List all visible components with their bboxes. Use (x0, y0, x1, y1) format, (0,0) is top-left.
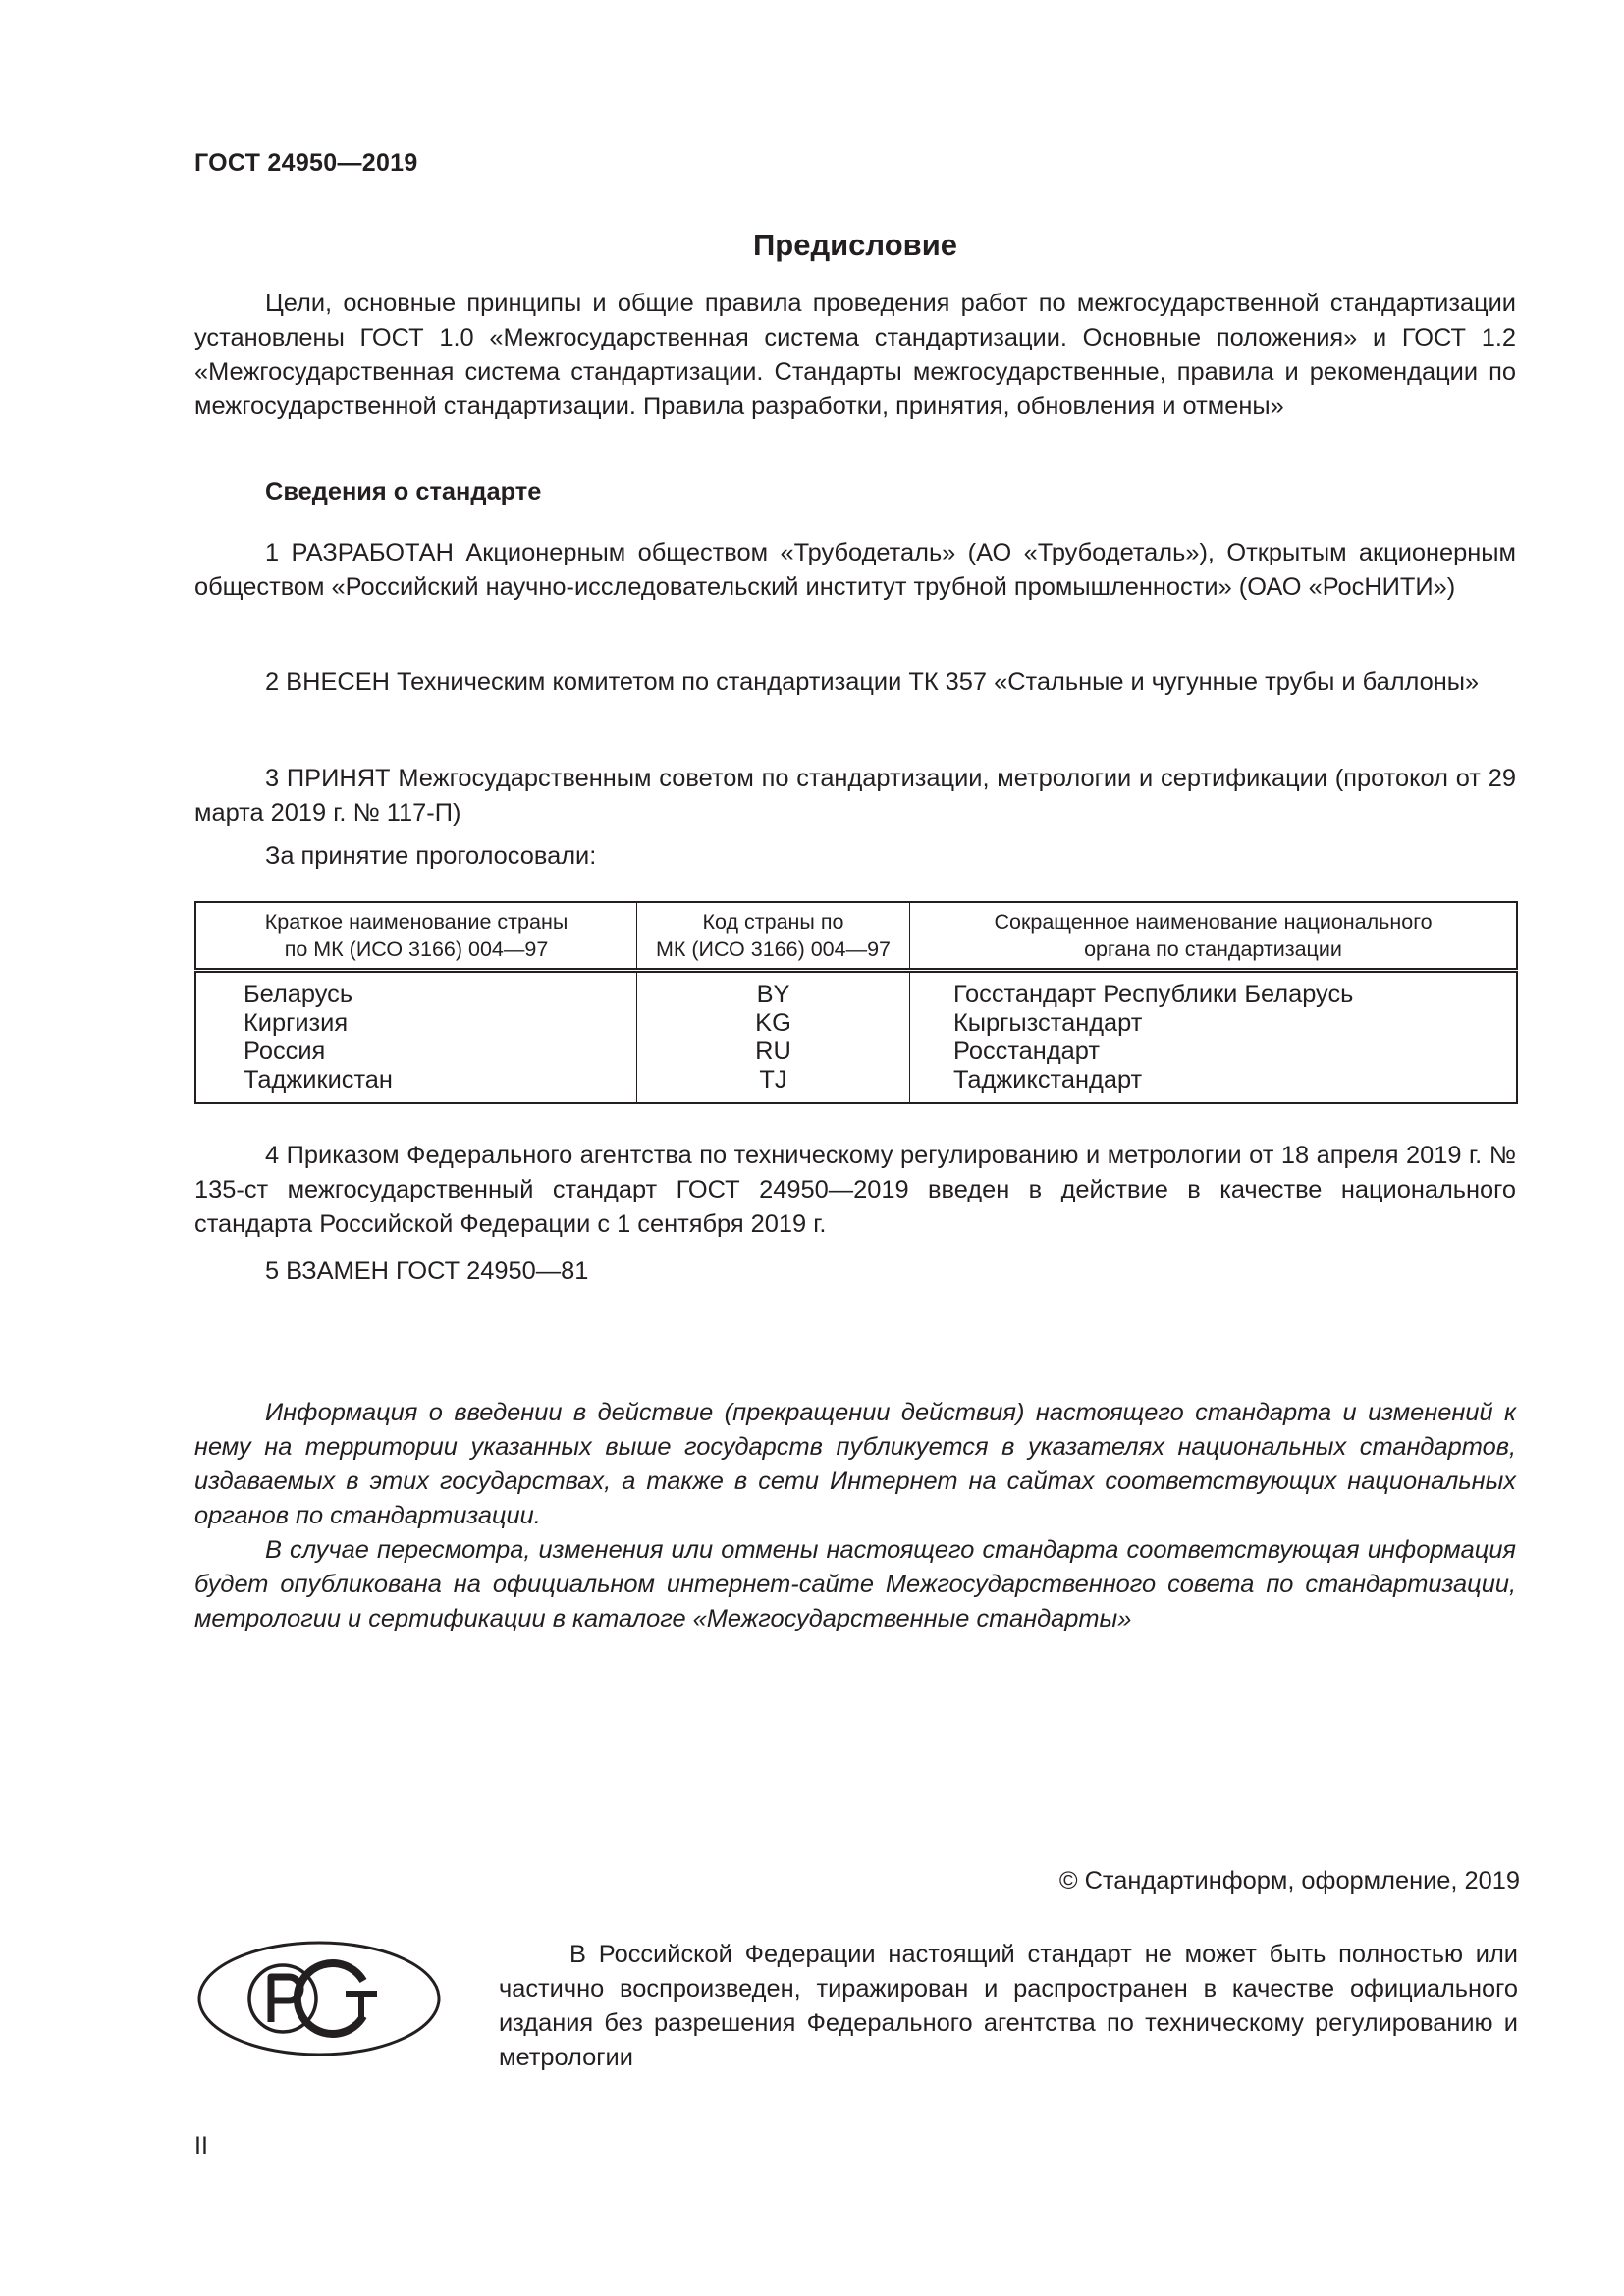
table-header-row (195, 902, 1517, 971)
body-cell: Росстандарт (953, 1038, 1100, 1065)
code-cell: KG (755, 1009, 791, 1037)
header-body-line2: органа по стандартизации (1084, 937, 1342, 961)
header-country-line2: по МК (ИСО 3166) 004—97 (284, 937, 549, 961)
table-row (195, 971, 1517, 1104)
intro-paragraph: Цели, основные принципы и общие правила проведения работ по межгосударственной стандартизации установлены ГОСТ 1.0 «Межгосударственная система стандартизации. Основные положения» и ГОСТ 1.2 «Межгосударственная система стандартизации. Стандарты межгосударственные, правила и рекомендации по межгосударственной стандартизации. Правила разработки, принятия, обновления и отмены» (194, 290, 1516, 420)
pst-certification-mark-icon (196, 1940, 442, 2057)
body-cell: Таджикстандарт (953, 1066, 1143, 1094)
header-code-line2: МК (ИСО 3166) 004—97 (655, 937, 892, 961)
code-column (637, 971, 910, 1104)
member-states-table (194, 901, 1518, 1104)
item-replaces: 5 ВЗАМЕН ГОСТ 24950—81 (265, 1257, 589, 1285)
item-order: 4 Приказом Федерального агентства по техническому регулированию и метрологии от 18 апреля 2019 г. № 135-ст межгосударственный стандарт ГОСТ 24950—2019 введен в действие в качестве национального стандарта Российской Федерации с 1 сентября 2019 г. (194, 1142, 1516, 1238)
header-country (195, 902, 637, 971)
body-cell: Госстандарт Республики Беларусь (953, 981, 1354, 1008)
item-developed: 1 РАЗРАБОТАН Акционерным обществом «Трубодеталь» (АО «Трубодеталь»), Открытым акционерным обществом «Российский научно-исследовательский институт трубной промышленности» (ОАО «РосНИТИ») (194, 539, 1516, 601)
voted-label: За принятие проголосовали: (265, 842, 597, 870)
code-cell: BY (756, 981, 790, 1008)
item-introduced: 2 ВНЕСЕН Техническим комитетом по стандартизации ТК 357 «Стальные и чугунные трубы и баллоны» (265, 668, 1480, 696)
country-cell: Таджикистан (244, 1066, 393, 1094)
header-body-line1: Сокращенное наименование национального (994, 910, 1433, 934)
body-cell: Кыргызстандарт (953, 1009, 1143, 1037)
standard-code: ГОСТ 24950—2019 (194, 149, 418, 177)
copyright: © Стандартинформ, оформление, 2019 (1058, 1867, 1520, 1895)
header-country-line1: Краткое наименование страны (264, 910, 568, 934)
rights-notice: В Российской Федерации настоящий стандарт не может быть полностью или частично воспроизведен, тиражирован и распространен в качестве официального издания без разрешения Федерального агентства по техническому регулированию и метрологии (499, 1941, 1518, 2071)
info-heading: Сведения о стандарте (265, 478, 542, 506)
item-adopted: 3 ПРИНЯТ Межгосударственным советом по стандартизации, метрологии и сертификации (протокол от 29 марта 2019 г. № 117-П) (194, 765, 1516, 827)
code-cell: RU (755, 1038, 791, 1065)
notice-paragraph-1: Информация о введении в действие (прекращении действия) настоящего стандарта и изменений к нему на территории указанных выше государств публикуется в указателях национальных стандартов, издаваемых в этих государствах, а также в сети Интернет на сайтах соответствующих национальных органов по стандартизации. (194, 1399, 1516, 1529)
header-code (637, 902, 910, 971)
country-cell: Киргизия (244, 1009, 349, 1037)
page-number: II (194, 2132, 208, 2160)
notice-paragraph-2: В случае пересмотра, изменения или отмены настоящего стандарта соответствующая информация будет опубликована на официальном интернет-сайте Межгосударственного совета по стандартизации, метрологии и сертификации в каталоге «Межгосударственные стандарты» (194, 1536, 1516, 1632)
header-body (910, 902, 1518, 971)
header-code-line1: Код страны по (702, 910, 844, 934)
country-cell: Беларусь (244, 981, 353, 1008)
code-cell: TJ (759, 1066, 787, 1094)
body-column (910, 971, 1518, 1104)
country-cell: Россия (244, 1038, 326, 1065)
page-title: Предисловие (752, 228, 957, 262)
country-column (195, 971, 637, 1104)
